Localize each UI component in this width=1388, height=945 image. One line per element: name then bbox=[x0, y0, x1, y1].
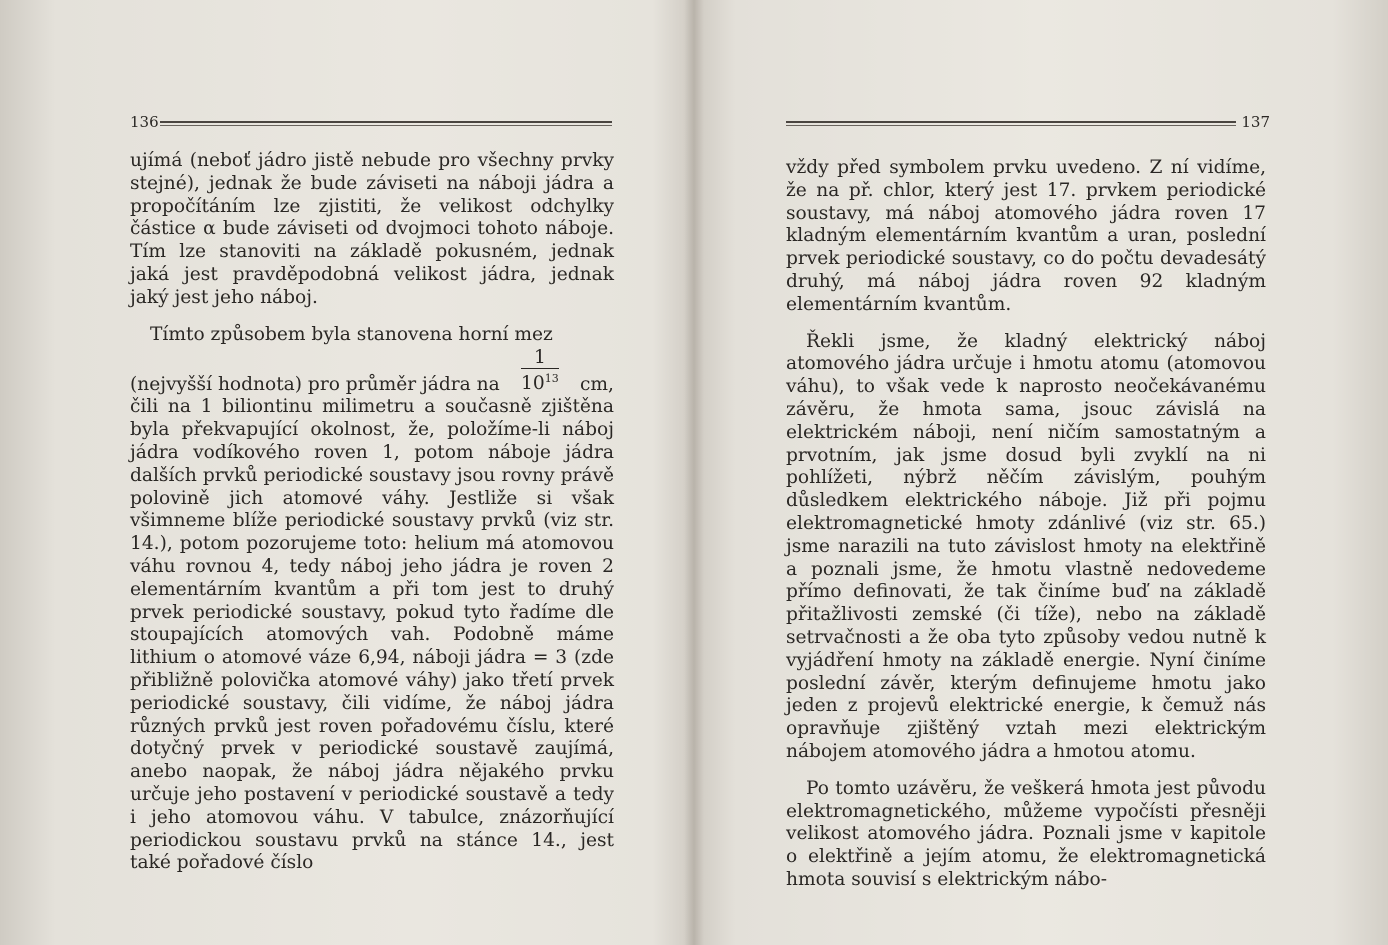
paragraph: Tímto způsobem byla stanovena horní mez bbox=[150, 323, 553, 345]
left-page bbox=[0, 0, 690, 945]
paragraph: vždy před symbolem prvku uvedeno. Z ní vidíme, že na př. chlor, který jest 17. prvkem periodické soustavy, má náboj atomového jádra roven 17 kladným elementárním kvantům a uran, poslední prvek periodické soustavy, co do počtu devadesátý druhý, má náboj jádra roven 92 kladným elementárním kvantům. bbox=[786, 157, 1266, 315]
page-number-left: 136 bbox=[130, 113, 159, 131]
left-page-text bbox=[130, 150, 614, 875]
fraction-numerator: 1 bbox=[521, 348, 559, 369]
math-suffix: cm, bbox=[580, 373, 614, 395]
header-rule-thin bbox=[160, 125, 612, 126]
paragraph: ujímá (neboť jádro jistě nebude pro všechny prvky stejné), jednak že bude záviseti na náboji jádra a propočítáním lze zjistiti, že velikost odchylky částice α bude záviseti od dvojmoci tohoto náboje. Tím lze stanoviti na základě pokusném, jednak jaká jest pravděpodobná velikost jádra, jednak jaký jest jeho náboj. bbox=[130, 150, 614, 308]
right-page bbox=[700, 0, 1388, 945]
paragraph: Po tomto uzávěru, že veškerá hmota jest původu elektromagnetického, můžeme vypočísti přesněji velikost atomového jádra. Poznali jsme v kapitole o elektřině a jejím atomu, že elektromagnetická hmota souvisí s elektrickým nábo- bbox=[786, 777, 1266, 890]
fraction bbox=[521, 348, 559, 394]
fraction-denominator: $10^{13}$ bbox=[521, 372, 559, 395]
header-rule-thin bbox=[786, 125, 1236, 126]
header-rule bbox=[786, 121, 1236, 123]
header-rule bbox=[160, 121, 612, 123]
right-page-text bbox=[786, 157, 1266, 892]
paragraph: čili na 1 biliontinu milimetru a současně zjištěna byla překvapující okolnost, že, položíme-li náboj jádra vodíkového roven 1, potom náboje jádra dalších prvků periodické soustavy jsou rovny právě polovině jich atomové váhy. Jestliže si však všimneme blíže periodické soustavy prvků (viz str. 14.), potom pozorujeme toto: helium má atomovou váhu rovnou 4, tedy náboj jeho jádra je roven 2 elementárním kvantům a při tom jest to druhý prvek periodické soustavy, pokud tyto řadíme dle stoupajících atomových vah. Podobně máme lithium o atomové váze 6,94, náboji jádra = 3 (zde přibližně polovička atomové váhy) jako třetí prvek periodické soustavy, čili vidíme, že náboj jádra různých prvků jest roven pořadovému číslu, které dotyčný prvek v periodické soustavě zaujímá, anebo naopak, že náboj jádra nějakého prvku určuje jeho postavení v periodické soustavě a tedy i jeho atomovou váhu. V tabulce, znázorňující periodickou soustavu prvků na stánce 14., jest také pořadové číslo bbox=[130, 396, 614, 874]
page-number-right: 137 bbox=[1241, 113, 1270, 131]
left-page-header bbox=[130, 112, 612, 132]
math-prefix: (nejvyšší hodnota) pro průměr jádra na bbox=[130, 373, 500, 395]
paragraph: Řekli jsme, že kladný elektrický náboj atomového jádra určuje i hmotu atomu (atomovou váhu), to však vede k naprosto neočekávanému závěru, že hmota sama, jsouc závislá na elektrickém náboji, není ničím samostatným a prvotním, jak jsme dosud byli zvyklí na ni pohlížeti, nýbrž něčím závislým, pouhým důsledkem elektrického náboje. Již při pojmu elektromagnetické hmoty zdánlivé (viz str. 65.) jsme narazili na tuto závislost hmoty na elektřině a poznali jsme, že hmotu vlastně nedovedeme přímo definovati, že tak činíme buď na základě přitažlivosti zemské (či tíže), nebo na základě setrvačnosti a že oba tyto způsoby vedou nutně k vyjádření hmoty na základě energie. Nyní činíme poslední závěr, kterým definujeme hmotu jako jeden z projevů elektrické energie, k čemuž nás opravňuje zjištěný vztah mezi elektrickým nábojem atomového jádra a hmotou atomu. bbox=[786, 330, 1266, 762]
math-line bbox=[130, 346, 614, 396]
right-page-header bbox=[786, 112, 1270, 132]
